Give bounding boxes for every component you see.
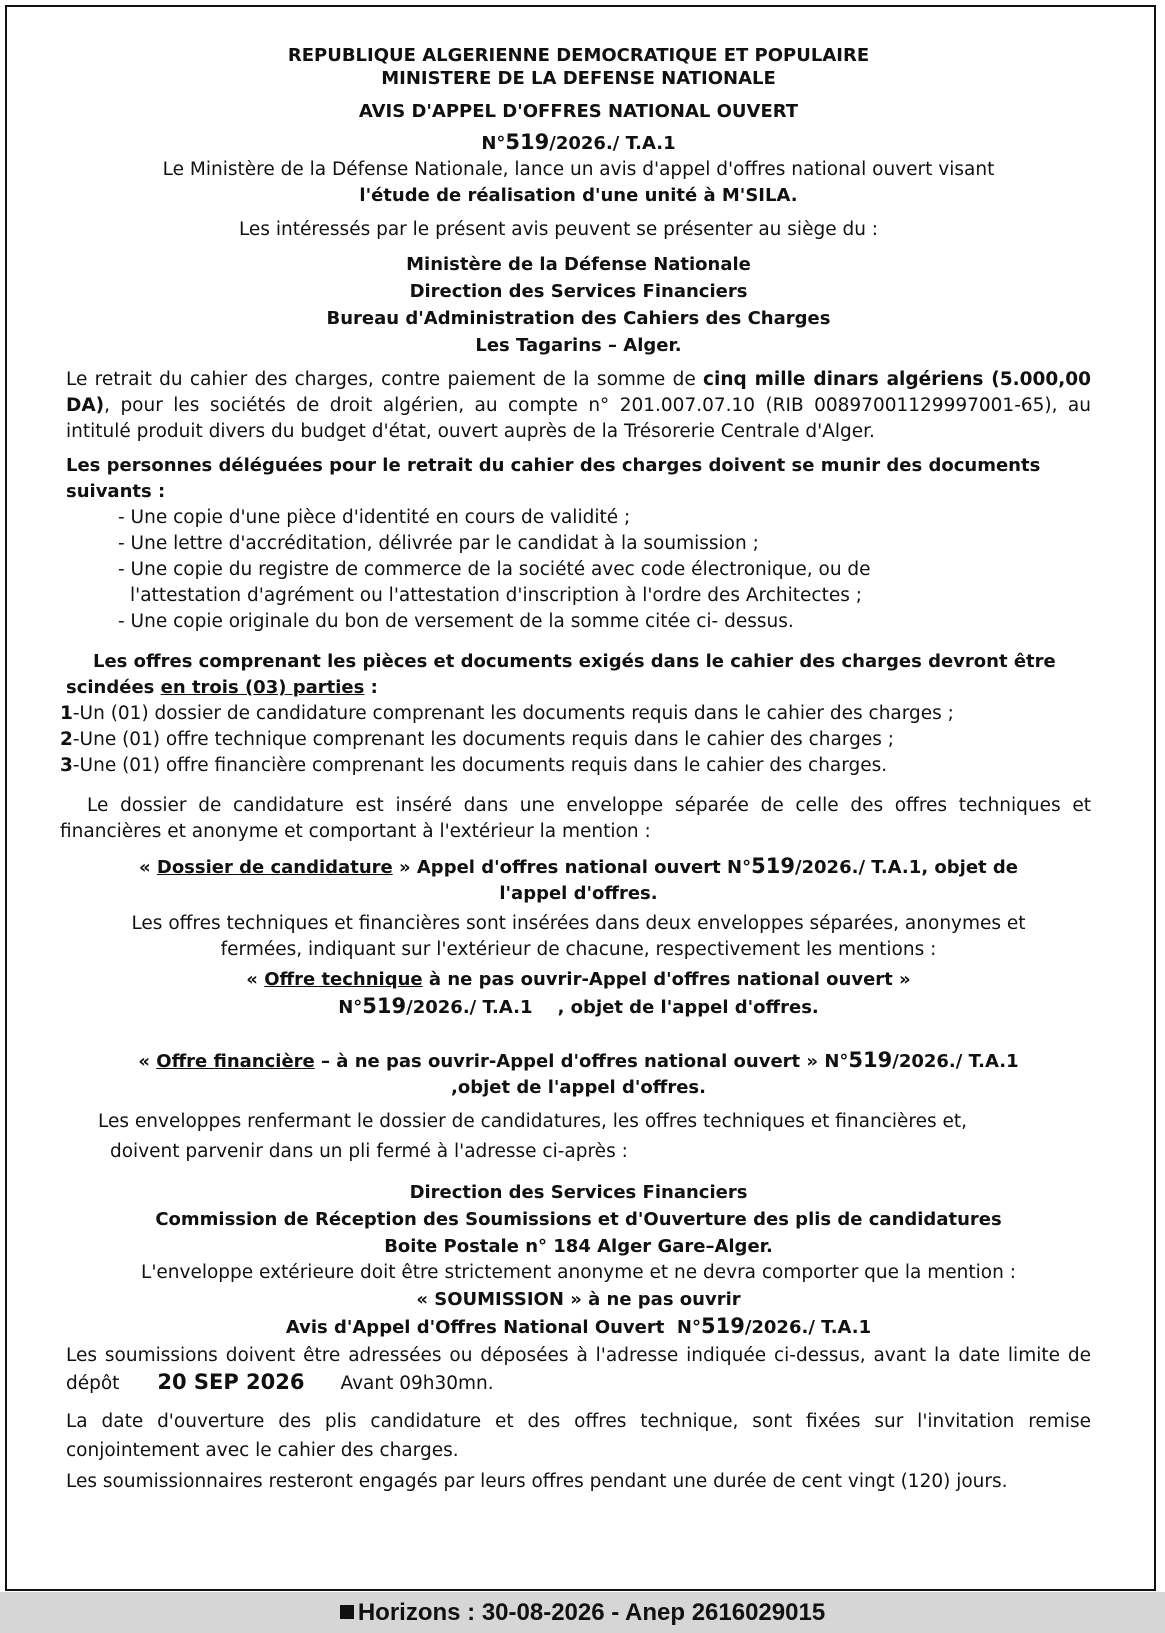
delegates-item: - Une lettre d'accréditation, délivrée par le candidat à la soumission ; — [118, 533, 759, 554]
footer-text: Horizons : 30-08-2026 - Anep 2616029015 — [357, 1599, 826, 1626]
technique-reference: N°519/2026./ T.A.1 , objet de l'appel d'offres. — [338, 994, 819, 1018]
dossier-mention: « Dossier de candidature » Appel d'offres national ouvert N°519/2026./ T.A.1, objet de l'appel d'offres. — [138, 854, 1019, 904]
tender-object: l'étude de réalisation d'une unité à M'SILA. — [359, 185, 798, 206]
reception-direction: Direction des Services Financiers — [409, 1182, 748, 1203]
notice-reference: N°519/2026./ T.A.1 — [481, 130, 676, 154]
notice-body — [60, 42, 1091, 1495]
retrait-paragraph: Le retrait du cahier des charges, contre paiement de la somme de cinq mille dinars algériens (5.000,00 DA), pour les sociétés de droit algérien, au compte n° 201.007.07.10 (RIB 00897001129997001-65), au intitulé produit divers du budget d'état, ouvert auprès de la Trésorerie Centrale d'Alger. — [66, 369, 1091, 442]
technique-paragraph: Les offres techniques et financières sont insérées dans deux enveloppes séparées, anonymes et fermées, indiquant sur l'extérieur de chacune, respectivement les mentions : — [131, 913, 1026, 960]
soumission-avis: Avis d'Appel d'Offres National Ouvert N°519/2026./ T.A.1 — [285, 1314, 872, 1338]
reception-commission: Commission de Réception des Soumissions et d'Ouverture des plis de candidatures — [155, 1209, 1002, 1230]
opening-paragraph: La date d'ouverture des plis candidature et des offres technique, sont fixées sur l'invitation remise conjointement avec le cahier des charges. — [66, 1411, 1091, 1461]
delegates-title: Les personnes déléguées pour le retrait du cahier des charges doivent se munir des documents suivants : — [66, 455, 1041, 502]
presentation-text: Les intéressés par le présent avis peuvent se présenter au siège du : — [238, 219, 879, 240]
delegates-item: l'attestation d'agrément ou l'attestation d'inscription à l'ordre des Architectes ; — [130, 585, 862, 606]
envelopes-line: doivent parvenir dans un pli fermé à l'adresse ci-après : — [110, 1141, 628, 1162]
deadline-time: Avant 09h30mn. — [340, 1373, 494, 1394]
delegates-item: - Une copie du registre de commerce de la société avec code électronique, ou de — [118, 559, 871, 580]
notice-type-heading: AVIS D'APPEL D'OFFRES NATIONAL OUVERT — [358, 101, 799, 122]
ministry-heading: MINISTERE DE LA DEFENSE NATIONALE — [381, 68, 776, 89]
deadline-paragraph: Les soumissions doivent être adressées ou déposées à l'adresse indiquée ci-dessus, avant la date limite de dépôt 20 SEP 2026 Avant 09h30mn. — [66, 1345, 1091, 1394]
reception-postbox: Boite Postale n° 184 Alger Gare–Alger. — [384, 1236, 773, 1257]
address-direction: Direction des Services Financiers — [409, 281, 748, 302]
offers-title: Les offres comprenant les pièces et documents exigés dans le cahier des charges devront être scindées en trois (03) parties : — [66, 651, 1056, 698]
deadline-date: 20 SEP 2026 — [157, 1370, 305, 1394]
dossier-paragraph: Le dossier de candidature est inséré dans une enveloppe séparée de celle des offres techniques et financières et anonyme et comportant à l'extérieur la mention : — [60, 795, 1091, 842]
republic-heading: REPUBLIQUE ALGERIENNE DEMOCRATIQUE ET POPULAIRE — [287, 45, 870, 66]
soumission-mention: « SOUMISSION » à ne pas ouvrir — [416, 1289, 741, 1310]
validity-paragraph: Les soumissionnaires resteront engagés par leurs offres pendant une durée de cent vingt (120) jours. — [66, 1471, 1008, 1492]
address-bureau: Bureau d'Administration des Cahiers des Charges — [326, 308, 831, 329]
intro-text: Le Ministère de la Défense Nationale, lance un avis d'appel d'offres national ouvert visant — [162, 159, 995, 180]
delegates-item: - Une copie originale du bon de versement de la somme citée ci- dessus. — [118, 611, 794, 632]
outer-envelope-text: L'enveloppe extérieure doit être strictement anonyme et ne devra comporter que la mention : — [141, 1262, 1016, 1283]
offers-item: 3-Une (01) offre financière comprenant les documents requis dans le cahier des charges. — [60, 755, 888, 776]
square-bullet-icon — [340, 1605, 354, 1619]
delegates-item: - Une copie d'une pièce d'identité en cours de validité ; — [118, 507, 631, 528]
retrait-amount: cinq mille dinars algériens (5.000,00 DA) — [66, 369, 1091, 416]
financiere-mention: « Offre financière – à ne pas ouvrir-Appel d'offres national ouvert » N°519/2026./ T.A.1 ,objet de l'appel d'offres. — [138, 1048, 1019, 1098]
offers-item: 2-Une (01) offre technique comprenant les documents requis dans le cahier des charges ; — [60, 729, 894, 750]
address-location: Les Tagarins – Alger. — [475, 335, 682, 356]
technique-mention: « Offre technique à ne pas ouvrir-Appel d'offres national ouvert » — [246, 969, 911, 990]
offers-item: 1-Un (01) dossier de candidature comprenant les documents requis dans le cahier des charges ; — [60, 703, 954, 724]
address-ministry: Ministère de la Défense Nationale — [406, 254, 751, 275]
publication-footer — [0, 1592, 1165, 1633]
envelopes-line: Les enveloppes renfermant le dossier de candidatures, les offres techniques et financières et, — [98, 1111, 968, 1132]
